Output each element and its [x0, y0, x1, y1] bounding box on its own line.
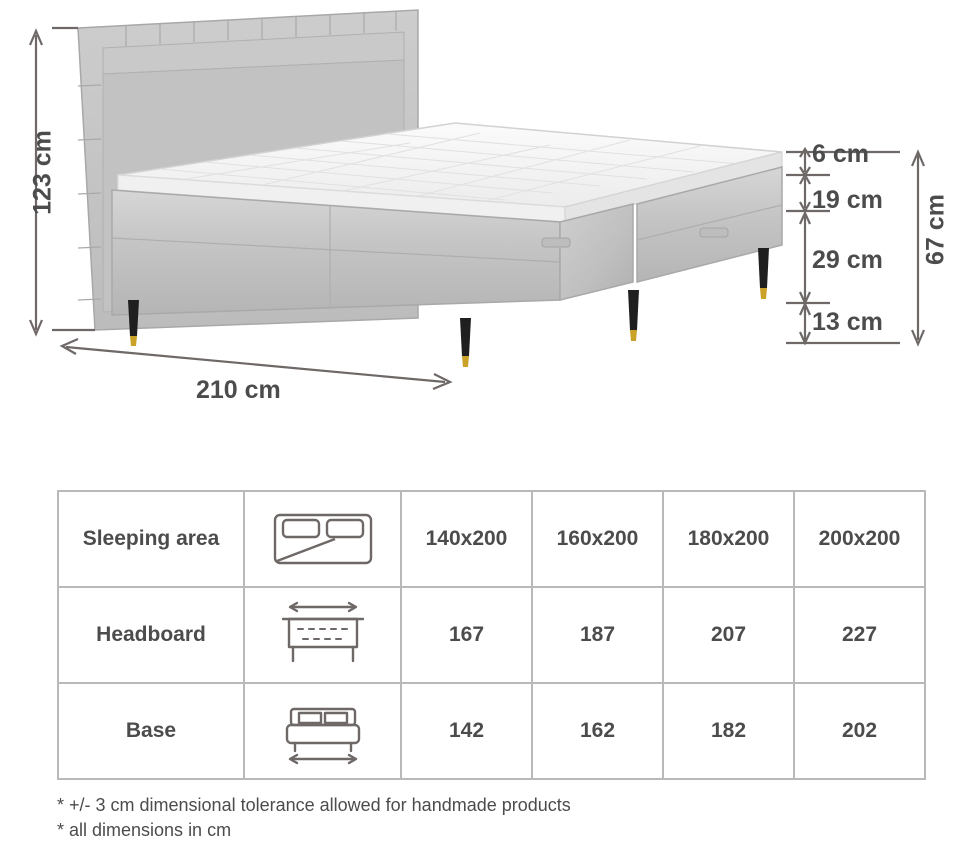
cell-headboard-180: 207 — [663, 587, 794, 683]
row-label-headboard: Headboard — [58, 587, 244, 683]
cell-headboard-160: 187 — [532, 587, 663, 683]
cell-sleeping-area-140: 140x200 — [401, 491, 532, 587]
table-row — [58, 587, 925, 683]
bed-base-width-icon — [269, 695, 377, 767]
note-units: * all dimensions in cm — [57, 820, 232, 840]
cell-sleeping-area-160: 160x200 — [532, 491, 663, 587]
cell-sleeping-area-200: 200x200 — [794, 491, 925, 587]
dimension-label-topper: 6 cm — [812, 140, 869, 168]
cell-base-180: 182 — [663, 683, 794, 779]
double-bed-top-view-icon — [269, 509, 377, 569]
dimension-label-legs: 13 cm — [812, 308, 883, 336]
dimension-label-bed-height: 67 cm — [921, 194, 950, 265]
cell-sleeping-area-180: 180x200 — [663, 491, 794, 587]
row-icon-cell-headboard — [244, 587, 401, 683]
table-row — [58, 683, 925, 779]
dimension-label-length: 210 cm — [196, 376, 281, 404]
cell-headboard-200: 227 — [794, 587, 925, 683]
note-tolerance: * +/- 3 cm dimensional tolerance allowed for handmade products — [57, 795, 571, 815]
dimension-label-mattress: 19 cm — [812, 186, 883, 214]
headboard-width-icon — [269, 599, 377, 671]
dimensions-table — [57, 490, 926, 780]
cell-base-140: 142 — [401, 683, 532, 779]
dimension-label-base: 29 cm — [812, 246, 883, 274]
cell-base-160: 162 — [532, 683, 663, 779]
table-row — [58, 491, 925, 587]
cell-base-200: 202 — [794, 683, 925, 779]
row-icon-cell-base — [244, 683, 401, 779]
row-label-sleeping-area: Sleeping area — [58, 491, 244, 587]
dimension-label-total-height: 123 cm — [28, 130, 57, 215]
row-label-base: Base — [58, 683, 244, 779]
row-icon-cell-sleeping-area — [244, 491, 401, 587]
cell-headboard-140: 167 — [401, 587, 532, 683]
